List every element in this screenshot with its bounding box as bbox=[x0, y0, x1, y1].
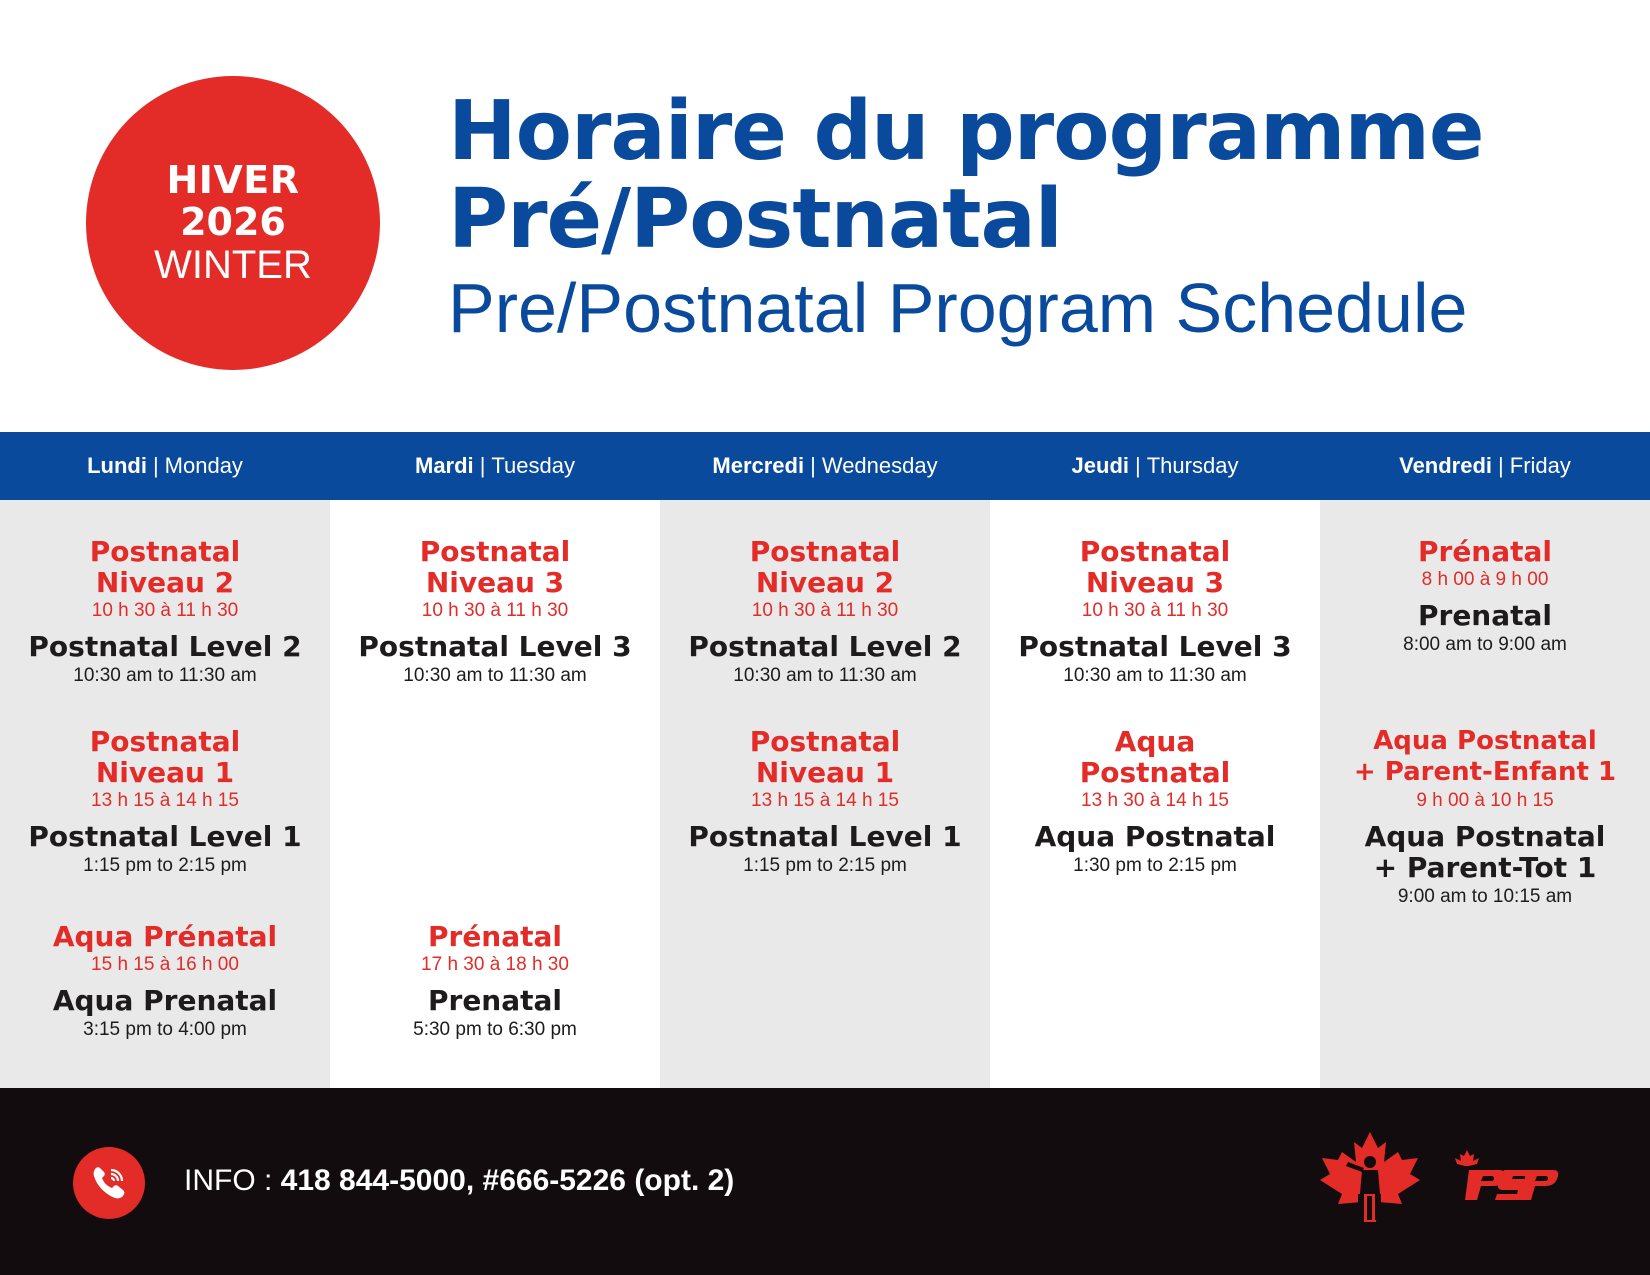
divider: | bbox=[1498, 453, 1504, 478]
session-fr-time: 10 h 30 à 11 h 30 bbox=[1081, 600, 1229, 621]
session-en-time: 10:30 am to 11:30 am bbox=[1063, 665, 1247, 686]
session-en-name: Prenatal bbox=[427, 984, 563, 1017]
schedule-grid bbox=[0, 500, 1650, 1088]
divider: | bbox=[810, 453, 816, 478]
session-card bbox=[660, 536, 990, 690]
day-header-friday bbox=[1320, 432, 1650, 500]
column-tuesday bbox=[330, 500, 660, 1088]
session-en-time: 10:30 am to 11:30 am bbox=[733, 665, 917, 686]
season-fr: HIVER bbox=[166, 158, 300, 202]
day-header-bar bbox=[0, 432, 1650, 500]
session-en-time: 5:30 pm to 6:30 pm bbox=[413, 1019, 577, 1040]
session-fr-name: Postnatal bbox=[89, 535, 241, 568]
session-fr-time: 13 h 30 à 14 h 15 bbox=[1081, 790, 1229, 811]
session-en-name: Prenatal bbox=[1417, 599, 1553, 632]
divider: | bbox=[1135, 453, 1141, 478]
session-fr-time: 9 h 00 à 10 h 15 bbox=[1416, 790, 1554, 811]
title-block bbox=[448, 84, 1484, 348]
session-fr-name: Postnatal bbox=[419, 535, 571, 568]
session-fr-time: 13 h 15 à 14 h 15 bbox=[751, 790, 899, 811]
session-fr-name: Postnatal bbox=[749, 535, 901, 568]
column-wednesday bbox=[660, 500, 990, 1088]
session-fr-time: 17 h 30 à 18 h 30 bbox=[421, 954, 569, 975]
session-en-time: 10:30 am to 11:30 am bbox=[73, 665, 257, 686]
session-card bbox=[330, 536, 660, 690]
session-en-name: Postnatal Level 1 bbox=[688, 820, 962, 853]
info-label: INFO : bbox=[184, 1164, 281, 1197]
info-phone-number[interactable]: 418 844-5000, #666-5226 (opt. 2) bbox=[280, 1164, 735, 1197]
title-en: Pre/Postnatal Program Schedule bbox=[448, 269, 1468, 347]
title-fr-line1: Horaire du programme bbox=[448, 84, 1484, 179]
session-en-time: 1:15 pm to 2:15 pm bbox=[743, 855, 907, 876]
title-fr-line2: Pré/Postnatal bbox=[448, 172, 1062, 267]
day-fr: Vendredi bbox=[1399, 453, 1493, 478]
session-en-time: 9:00 am to 10:15 am bbox=[1397, 886, 1573, 907]
session-en-name: Postnatal Level 3 bbox=[1018, 630, 1292, 663]
session-fr-name: Postnatal bbox=[89, 725, 241, 758]
session-card bbox=[1320, 536, 1650, 659]
session-fr-name-2: Niveau 2 bbox=[755, 566, 895, 599]
session-fr-time: 10 h 30 à 11 h 30 bbox=[91, 600, 239, 621]
session-card bbox=[990, 536, 1320, 690]
session-fr-name-2: + Parent-Enfant 1 bbox=[1353, 757, 1617, 787]
season-en: WINTER bbox=[154, 243, 312, 287]
session-fr-name: Postnatal bbox=[1079, 535, 1231, 568]
session-fr-time: 10 h 30 à 11 h 30 bbox=[421, 600, 569, 621]
phone-icon bbox=[73, 1147, 145, 1219]
session-fr-name-2: Niveau 2 bbox=[95, 566, 235, 599]
session-en-time: 8:00 am to 9:00 am bbox=[1403, 634, 1567, 655]
session-fr-name-2: Postnatal bbox=[1079, 756, 1231, 789]
session-card bbox=[0, 536, 330, 690]
day-fr: Mardi bbox=[415, 453, 474, 478]
session-en-time: 3:15 pm to 4:00 pm bbox=[83, 1019, 247, 1040]
session-card bbox=[1320, 726, 1650, 911]
day-en: Monday bbox=[164, 453, 243, 478]
session-en-time: 10:30 am to 11:30 am bbox=[403, 665, 587, 686]
session-card bbox=[0, 726, 330, 880]
contact-info bbox=[184, 1160, 734, 1202]
column-friday bbox=[1320, 500, 1650, 1088]
session-fr-name: Aqua bbox=[1114, 725, 1196, 758]
maple-leaf-salute-logo bbox=[1318, 1132, 1422, 1222]
day-en: Friday bbox=[1509, 453, 1571, 478]
psp-logo bbox=[1455, 1148, 1559, 1208]
day-header-thursday bbox=[990, 432, 1320, 500]
session-en-name: Aqua Postnatal bbox=[1364, 820, 1606, 853]
divider: | bbox=[152, 453, 159, 478]
session-en-name: Postnatal Level 3 bbox=[358, 630, 632, 663]
session-fr-name: Prénatal bbox=[427, 920, 563, 953]
hero-header bbox=[0, 0, 1650, 432]
session-en-name: Aqua Postnatal bbox=[1034, 820, 1276, 853]
day-header-monday bbox=[0, 432, 330, 500]
divider: | bbox=[479, 453, 486, 478]
session-fr-name: Prénatal bbox=[1417, 535, 1553, 568]
day-en: Thursday bbox=[1146, 453, 1239, 478]
session-fr-name: Postnatal bbox=[749, 725, 901, 758]
day-fr: Lundi bbox=[87, 453, 147, 478]
day-fr: Mercredi bbox=[712, 453, 805, 478]
session-fr-time: 8 h 00 à 9 h 00 bbox=[1421, 569, 1549, 590]
session-fr-name: Aqua Postnatal bbox=[1373, 726, 1597, 756]
day-fr: Jeudi bbox=[1071, 453, 1130, 478]
day-header-tuesday bbox=[330, 432, 660, 500]
session-fr-time: 10 h 30 à 11 h 30 bbox=[751, 600, 899, 621]
session-en-name: Aqua Prenatal bbox=[52, 984, 278, 1017]
session-card bbox=[990, 726, 1320, 880]
session-en-name-2: + Parent-Tot 1 bbox=[1373, 851, 1597, 884]
session-en-name: Postnatal Level 1 bbox=[28, 820, 302, 853]
session-en-time: 1:30 pm to 2:15 pm bbox=[1073, 855, 1237, 876]
day-en: Wednesday bbox=[821, 453, 938, 478]
season-year: 2026 bbox=[180, 200, 286, 244]
session-fr-name-2: Niveau 1 bbox=[95, 756, 235, 789]
session-fr-name-2: Niveau 3 bbox=[425, 566, 565, 599]
session-en-time: 1:15 pm to 2:15 pm bbox=[83, 855, 247, 876]
session-en-name: Postnatal Level 2 bbox=[28, 630, 302, 663]
session-en-name: Postnatal Level 2 bbox=[688, 630, 962, 663]
day-en: Tuesday bbox=[491, 453, 575, 478]
session-fr-name-2: Niveau 1 bbox=[755, 756, 895, 789]
session-fr-name: Aqua Prénatal bbox=[52, 920, 278, 953]
session-card bbox=[660, 726, 990, 880]
session-fr-name-2: Niveau 3 bbox=[1085, 566, 1225, 599]
session-card bbox=[330, 921, 660, 1044]
column-monday bbox=[0, 500, 330, 1088]
session-card bbox=[0, 921, 330, 1044]
column-thursday bbox=[990, 500, 1320, 1088]
season-badge bbox=[86, 76, 380, 370]
session-fr-time: 15 h 15 à 16 h 00 bbox=[91, 954, 239, 975]
session-fr-time: 13 h 15 à 14 h 15 bbox=[91, 790, 239, 811]
day-header-wednesday bbox=[660, 432, 990, 500]
